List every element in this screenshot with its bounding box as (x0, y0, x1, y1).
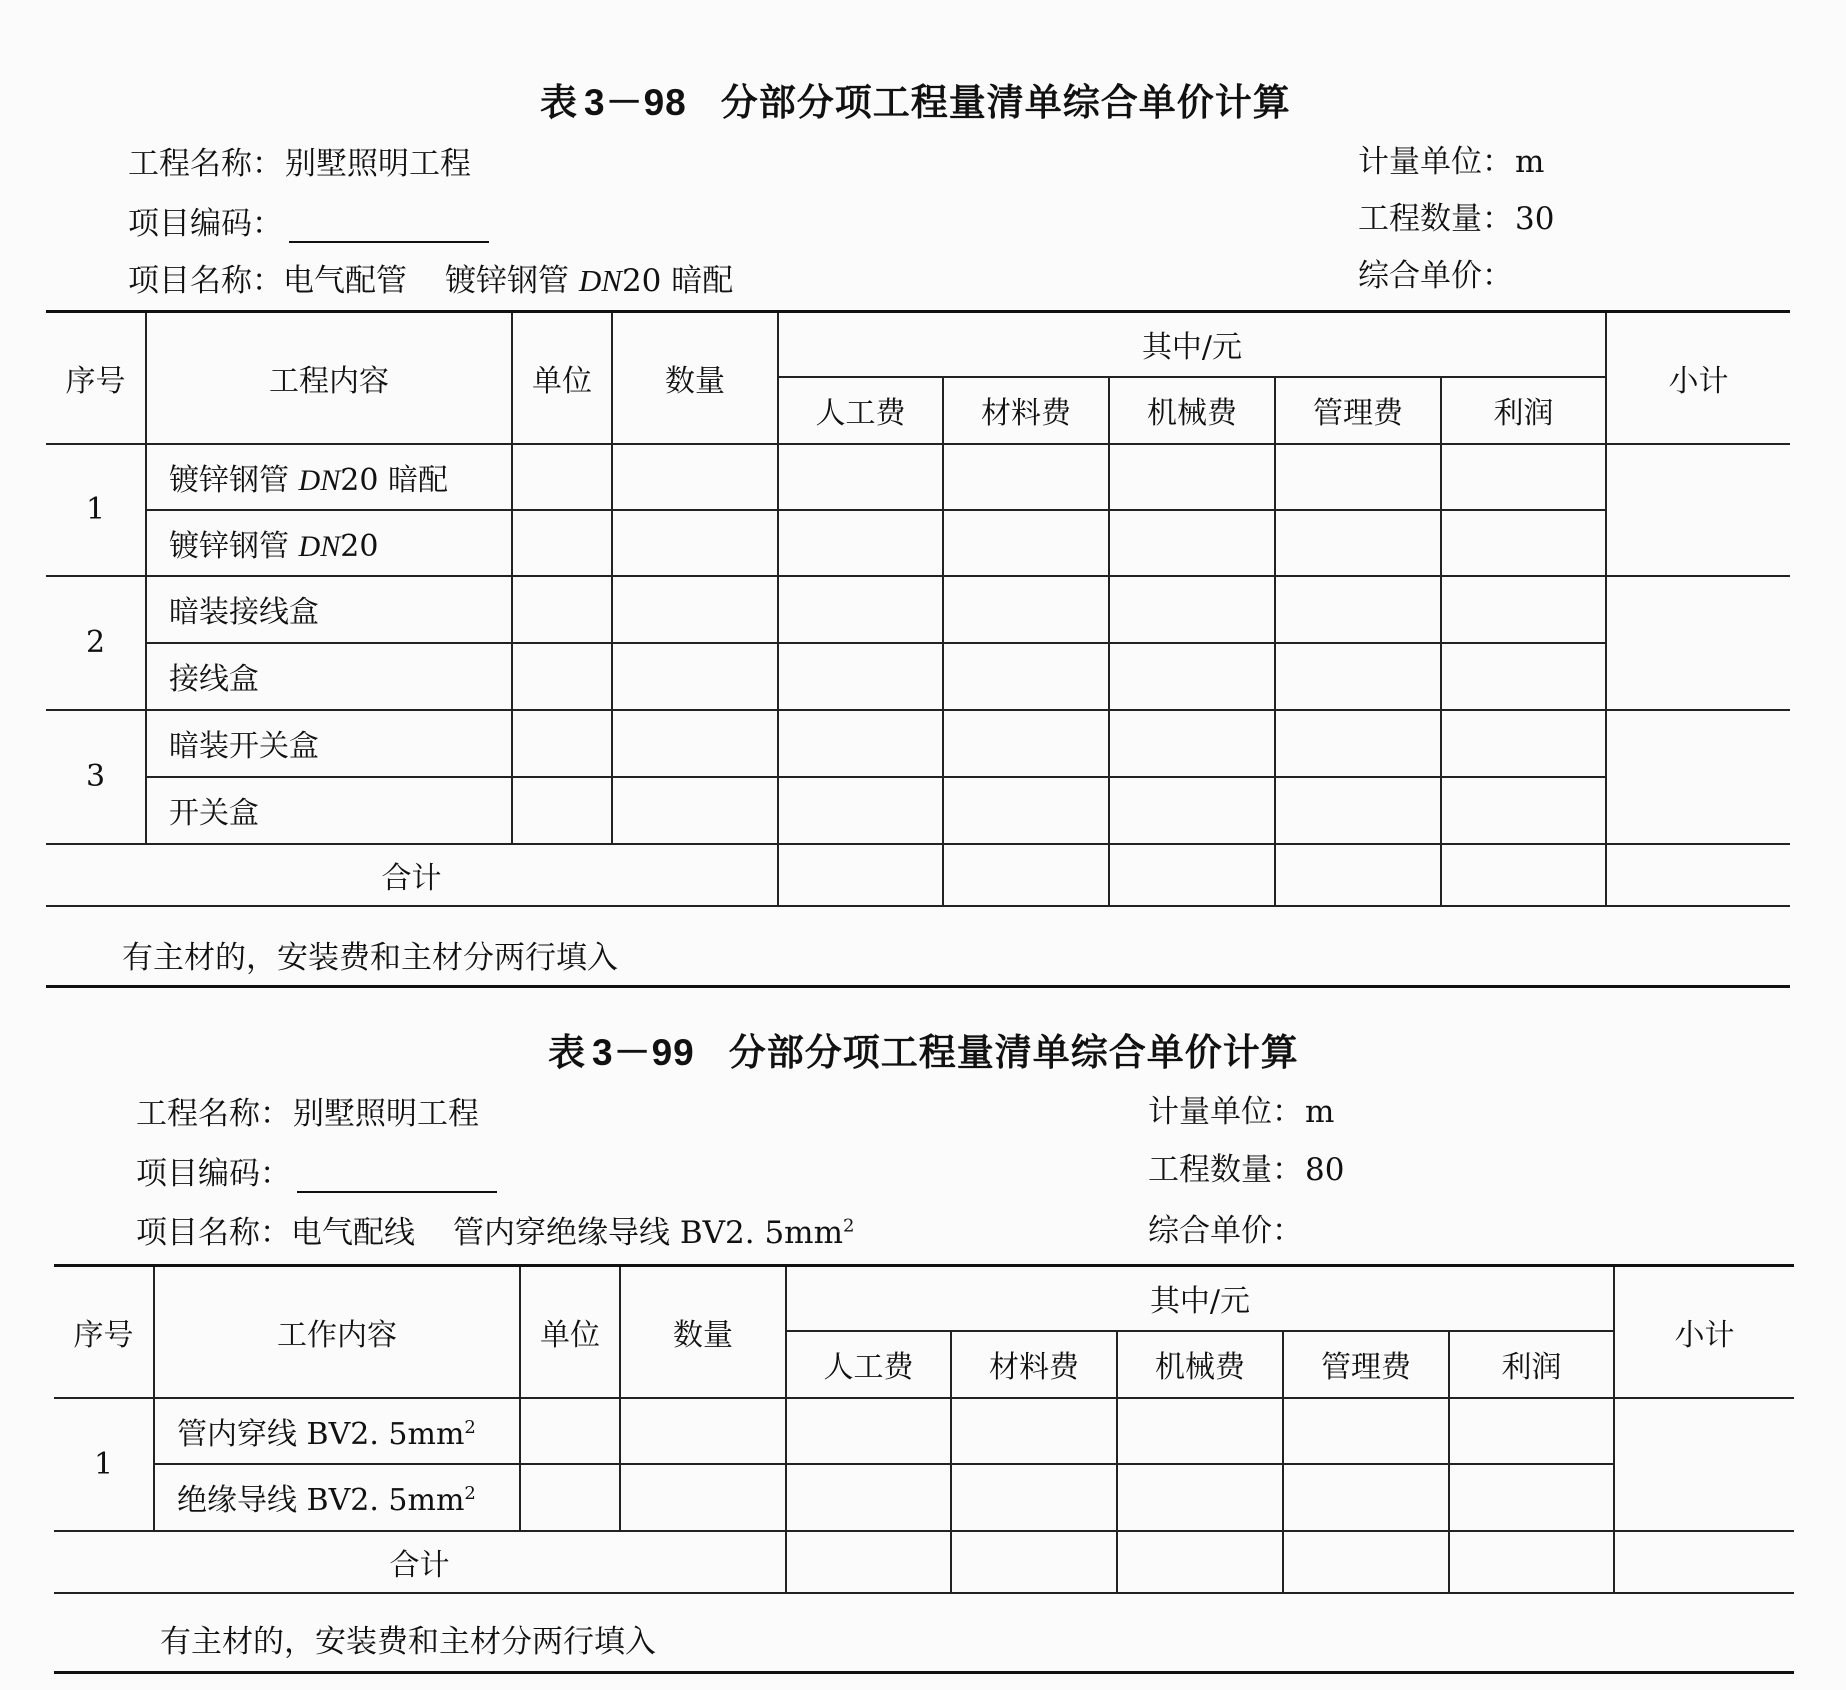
header-subtotal: 小计 (1614, 1266, 1794, 1398)
table1-note: 有主材的，安装费和主材分两行填入 (46, 920, 1790, 988)
table-row (46, 444, 1790, 510)
table2-project-name (136, 1088, 479, 1133)
qty-value: 80 (1305, 1152, 1345, 1188)
table1-title (540, 72, 1291, 126)
cell-management (1275, 444, 1441, 510)
item-code-label: 项目编码： (128, 206, 283, 242)
cell-profit (1441, 710, 1606, 777)
cell-profit (1449, 1531, 1614, 1593)
total-row (54, 1531, 1794, 1593)
table2-unit (1148, 1086, 1334, 1131)
row-content: 开关盒 (146, 777, 512, 844)
row-seq: 1 (46, 444, 146, 576)
table1-title-text: 分部分项工程量清单综合单价计算 (720, 80, 1291, 124)
total-row (46, 844, 1790, 906)
item-code-blank (289, 215, 489, 243)
cell-profit (1449, 1398, 1614, 1464)
table2-item-code (136, 1148, 497, 1193)
item-code-label: 项目编码： (136, 1156, 291, 1192)
cell-subtotal (1606, 444, 1790, 576)
cell-labor (778, 510, 943, 576)
cell-unit (520, 1398, 620, 1464)
content-text: 绝缘导线 BV2. 5mm (177, 1483, 465, 1518)
cell-machine (1109, 643, 1275, 710)
table2-title (548, 1022, 1299, 1076)
table2-item-name (136, 1207, 854, 1252)
content-pre: 镀锌钢管 (169, 528, 299, 564)
table-row (46, 643, 1790, 710)
row-seq: 1 (54, 1398, 154, 1531)
cell-labor (778, 576, 943, 643)
item-name-b: 管内穿绝缘导线 BV2. 5mm (453, 1215, 843, 1251)
item-name-a: 电气配管 (283, 263, 407, 299)
cell-machine (1117, 1531, 1283, 1593)
qty-label: 工程数量： (1148, 1152, 1303, 1188)
header-group: 其中/元 (778, 312, 1606, 377)
cell-quantity (612, 643, 778, 710)
table-row (46, 510, 1790, 576)
row-seq: 3 (46, 710, 146, 844)
cell-material (943, 510, 1109, 576)
cell-unit (520, 1464, 620, 1531)
cell-unit (512, 576, 612, 643)
table1-title-number: 3－98 (584, 82, 687, 123)
cell-unit (512, 444, 612, 510)
price-label: 综合单价： (1358, 258, 1513, 294)
table2-title-number: 3－99 (592, 1032, 695, 1073)
row-content (146, 510, 512, 576)
table1-grid (46, 310, 1790, 907)
unit-value: m (1515, 144, 1545, 180)
content-dn: DN (298, 529, 341, 563)
header-quantity: 数量 (612, 312, 778, 444)
project-name-label: 工程名称： (128, 146, 283, 182)
qty-value: 30 (1515, 201, 1555, 237)
cell-material (943, 576, 1109, 643)
header-unit: 单位 (512, 312, 612, 444)
price-label: 综合单价： (1148, 1213, 1303, 1249)
total-label: 合计 (46, 844, 778, 906)
table-row (46, 576, 1790, 643)
table1-item-name (128, 255, 733, 300)
cell-machine (1109, 844, 1275, 906)
table1-unit-price (1358, 250, 1513, 295)
item-code-blank (297, 1165, 497, 1193)
cell-profit (1441, 844, 1606, 906)
cell-labor (778, 643, 943, 710)
item-name-b-pre: 镀锌钢管 (445, 263, 579, 299)
item-name-b-post: 20 暗配 (621, 263, 734, 299)
cell-unit (512, 710, 612, 777)
table2-quantity (1148, 1144, 1344, 1189)
cell-subtotal (1614, 1398, 1794, 1531)
cell-machine (1117, 1464, 1283, 1531)
cell-quantity (620, 1398, 786, 1464)
row-content (154, 1464, 520, 1531)
header-management: 管理费 (1275, 377, 1441, 444)
header-machine: 机械费 (1117, 1331, 1283, 1398)
table1-project-name (128, 138, 471, 183)
header-material: 材料费 (943, 377, 1109, 444)
header-seq: 序号 (46, 312, 146, 444)
row-content (154, 1398, 520, 1464)
content-sup: 2 (464, 1483, 476, 1504)
cell-management (1275, 777, 1441, 844)
cell-quantity (612, 576, 778, 643)
unit-value: m (1305, 1094, 1335, 1130)
cell-management (1275, 576, 1441, 643)
table2-note: 有主材的，安装费和主材分两行填入 (54, 1604, 1794, 1674)
cell-labor (786, 1531, 951, 1593)
item-name-b-dn: DN (578, 263, 622, 298)
cell-management (1283, 1464, 1449, 1531)
row-content (146, 444, 512, 510)
cell-unit (512, 777, 612, 844)
cell-material (943, 844, 1109, 906)
header-subtotal: 小计 (1606, 312, 1790, 444)
header-quantity: 数量 (620, 1266, 786, 1398)
header-unit: 单位 (520, 1266, 620, 1398)
cell-material (943, 444, 1109, 510)
table2-title-text: 分部分项工程量清单综合单价计算 (728, 1030, 1299, 1074)
cell-quantity (612, 510, 778, 576)
cell-unit (512, 643, 612, 710)
cell-profit (1441, 643, 1606, 710)
item-name-b-sup: 2 (842, 1215, 855, 1237)
table2-unit-price (1148, 1205, 1303, 1250)
cell-subtotal (1606, 844, 1790, 906)
cell-management (1275, 710, 1441, 777)
cell-profit (1441, 777, 1606, 844)
header-material: 材料费 (951, 1331, 1117, 1398)
cell-machine (1109, 510, 1275, 576)
content-pre: 镀锌钢管 (169, 462, 299, 498)
cell-labor (778, 444, 943, 510)
header-group: 其中/元 (786, 1266, 1614, 1331)
cell-material (943, 643, 1109, 710)
item-name-a: 电气配线 (291, 1215, 415, 1251)
cell-machine (1109, 710, 1275, 777)
table-row (54, 1398, 1794, 1464)
content-dn: DN (298, 463, 341, 497)
unit-label: 计量单位： (1148, 1094, 1303, 1130)
table1-item-code (128, 198, 489, 243)
table2-grid (54, 1264, 1794, 1594)
cell-labor (778, 777, 943, 844)
qty-label: 工程数量： (1358, 201, 1513, 237)
header-management: 管理费 (1283, 1331, 1449, 1398)
cell-management (1283, 1531, 1449, 1593)
project-name-label: 工程名称： (136, 1096, 291, 1132)
cell-labor (778, 710, 943, 777)
header-content: 工作内容 (154, 1266, 520, 1398)
header-profit: 利润 (1441, 377, 1606, 444)
project-name-value: 别墅照明工程 (285, 146, 471, 182)
cell-profit (1441, 576, 1606, 643)
row-content: 暗装接线盒 (146, 576, 512, 643)
header-content: 工程内容 (146, 312, 512, 444)
cell-management (1283, 1398, 1449, 1464)
row-content: 暗装开关盒 (146, 710, 512, 777)
table-row (46, 777, 1790, 844)
cell-quantity (612, 444, 778, 510)
cell-management (1275, 844, 1441, 906)
cell-material (951, 1398, 1117, 1464)
table2-title-prefix: 表 (548, 1030, 586, 1074)
unit-label: 计量单位： (1358, 144, 1513, 180)
table1-unit (1358, 136, 1544, 181)
table1-title-prefix: 表 (540, 80, 578, 124)
cell-profit (1441, 444, 1606, 510)
cell-quantity (612, 710, 778, 777)
item-name-label: 项目名称： (136, 1215, 291, 1251)
project-name-value: 别墅照明工程 (293, 1096, 479, 1132)
cell-machine (1109, 777, 1275, 844)
cell-subtotal (1614, 1531, 1794, 1593)
table-row (54, 1464, 1794, 1531)
cell-material (943, 777, 1109, 844)
table-row (46, 710, 1790, 777)
content-post: 20 暗配 (340, 462, 448, 498)
cell-subtotal (1606, 576, 1790, 710)
cell-material (943, 710, 1109, 777)
cell-labor (786, 1398, 951, 1464)
cell-profit (1449, 1464, 1614, 1531)
cell-material (951, 1531, 1117, 1593)
row-content: 接线盒 (146, 643, 512, 710)
cell-machine (1117, 1398, 1283, 1464)
total-label: 合计 (54, 1531, 786, 1593)
cell-quantity (620, 1464, 786, 1531)
cell-labor (786, 1464, 951, 1531)
cell-machine (1109, 576, 1275, 643)
cell-unit (512, 510, 612, 576)
cell-material (951, 1464, 1117, 1531)
table1-quantity (1358, 193, 1554, 238)
cell-management (1275, 643, 1441, 710)
content-post: 20 (340, 528, 379, 564)
row-seq: 2 (46, 576, 146, 710)
header-labor: 人工费 (778, 377, 943, 444)
cell-machine (1109, 444, 1275, 510)
cell-quantity (612, 777, 778, 844)
cell-management (1275, 510, 1441, 576)
content-text: 管内穿线 BV2. 5mm (177, 1416, 465, 1452)
content-sup: 2 (464, 1416, 476, 1438)
header-labor: 人工费 (786, 1331, 951, 1398)
header-machine: 机械费 (1109, 377, 1275, 444)
cell-subtotal (1606, 710, 1790, 844)
header-profit: 利润 (1449, 1331, 1614, 1398)
item-name-label: 项目名称： (128, 263, 283, 299)
cell-labor (778, 844, 943, 906)
header-seq: 序号 (54, 1266, 154, 1398)
cell-profit (1441, 510, 1606, 576)
